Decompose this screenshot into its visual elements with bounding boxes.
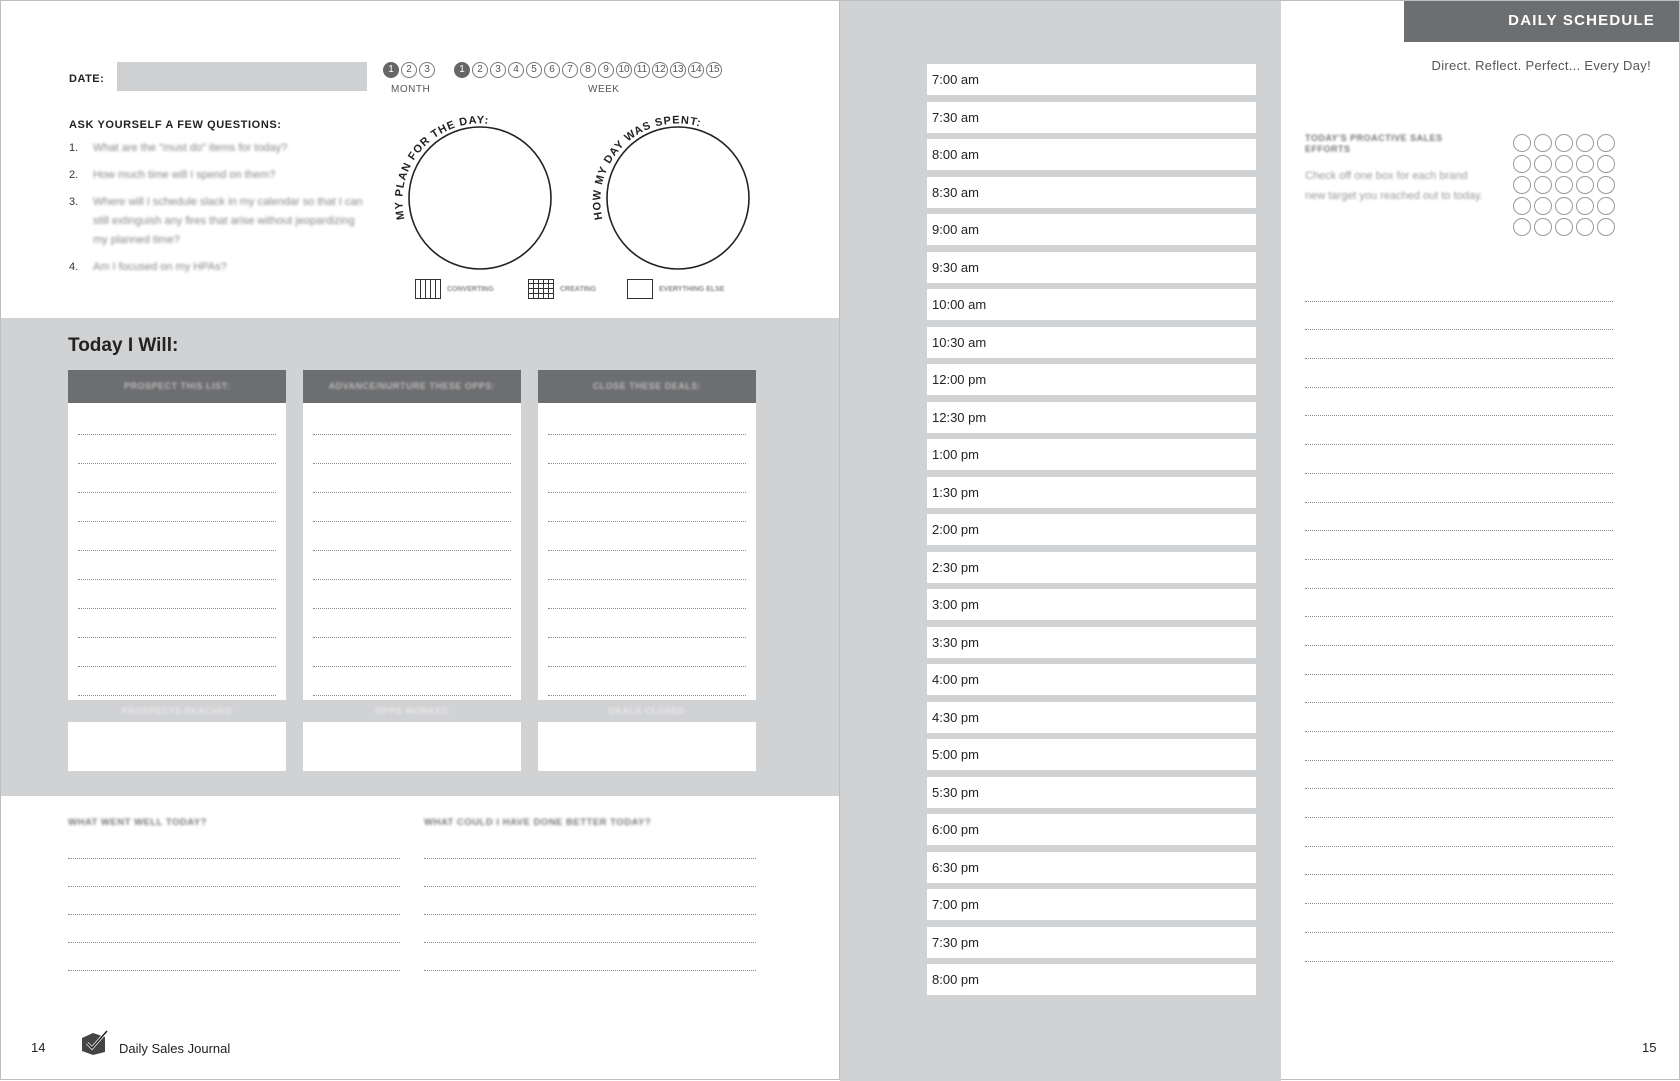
nurture-column	[303, 370, 521, 771]
questions-list	[69, 139, 369, 285]
month-selector	[383, 62, 435, 78]
nurture-lines[interactable]	[303, 403, 521, 700]
time-slot[interactable]: 12:00 pm	[927, 364, 1256, 395]
writing-line[interactable]	[1305, 330, 1613, 359]
writing-line[interactable]	[313, 638, 511, 667]
writing-line[interactable]	[424, 943, 756, 971]
writing-line[interactable]	[548, 522, 746, 551]
writing-line[interactable]	[424, 887, 756, 915]
writing-line[interactable]	[1305, 761, 1613, 790]
effort-checkbox[interactable]	[1576, 134, 1594, 152]
writing-line[interactable]	[68, 859, 400, 887]
time-slot[interactable]: 3:00 pm	[927, 589, 1256, 620]
writing-line[interactable]	[424, 915, 756, 943]
writing-line[interactable]	[548, 493, 746, 522]
question-item: 3. Where will I schedule slack in my calendar so that I can still extinguish any fires that arise without jeopardizing my planned time?	[69, 196, 363, 246]
close-lines[interactable]	[538, 403, 756, 700]
week-circle-1[interactable]: 1	[454, 62, 470, 78]
time-slot[interactable]: 9:30 am	[927, 252, 1256, 283]
writing-line[interactable]	[548, 406, 746, 435]
effort-checkbox[interactable]	[1597, 197, 1615, 215]
writing-line[interactable]	[424, 831, 756, 859]
went-well-lines[interactable]	[68, 831, 400, 971]
time-slot[interactable]: 6:00 pm	[927, 814, 1256, 845]
writing-line[interactable]	[78, 667, 276, 696]
writing-line[interactable]	[1305, 617, 1613, 646]
right-page	[840, 0, 1680, 1080]
question-item: 4. Am I focused on my HPAs?	[69, 261, 227, 273]
effort-checkbox[interactable]	[1576, 197, 1594, 215]
prospect-column	[68, 370, 286, 771]
prospect-lines[interactable]	[68, 403, 286, 700]
time-slot[interactable]: 4:00 pm	[927, 664, 1256, 695]
effort-checkbox[interactable]	[1534, 155, 1552, 173]
time-slot[interactable]: 7:30 pm	[927, 927, 1256, 958]
plan-pie-chart	[393, 109, 568, 279]
column-header: PROSPECT THIS LIST:	[68, 370, 286, 403]
time-slot[interactable]: 7:00 pm	[927, 889, 1256, 920]
time-slot[interactable]: 5:00 pm	[927, 739, 1256, 770]
week-selector	[454, 62, 722, 78]
week-circle-2[interactable]: 2	[472, 62, 488, 78]
time-slot[interactable]: 1:30 pm	[927, 477, 1256, 508]
writing-line[interactable]	[1305, 531, 1613, 560]
week-circle-12[interactable]: 12	[652, 62, 668, 78]
writing-line[interactable]	[548, 464, 746, 493]
writing-line[interactable]	[1305, 302, 1613, 331]
writing-line[interactable]	[1305, 388, 1613, 417]
time-slot[interactable]: 2:30 pm	[927, 552, 1256, 583]
writing-line[interactable]	[1305, 646, 1613, 675]
writing-line[interactable]	[1305, 503, 1613, 532]
plan-circle	[409, 127, 551, 269]
week-circle-7[interactable]: 7	[562, 62, 578, 78]
month-circle-2[interactable]: 2	[401, 62, 417, 78]
brand-name: Daily Sales Journal	[119, 1041, 231, 1056]
legend-everything-else: EVERYTHING ELSE	[627, 279, 724, 299]
month-caption: MONTH	[391, 84, 431, 95]
writing-line[interactable]	[1305, 273, 1613, 302]
writing-line[interactable]	[78, 609, 276, 638]
writing-line[interactable]	[548, 667, 746, 696]
week-circle-10[interactable]: 10	[616, 62, 632, 78]
column-footer-label: DEALS CLOSED	[608, 706, 686, 716]
column-header: ADVANCE/NURTURE THESE OPPS:	[303, 370, 521, 403]
today-title: Today I Will:	[68, 335, 179, 356]
time-slot[interactable]: 6:30 pm	[927, 852, 1256, 883]
writing-line[interactable]	[1305, 560, 1613, 589]
month-circle-3[interactable]: 3	[419, 62, 435, 78]
week-circle-9[interactable]: 9	[598, 62, 614, 78]
effort-checkbox-grid	[1513, 134, 1615, 236]
effort-checkbox[interactable]	[1513, 155, 1531, 173]
footer-brand	[79, 1028, 230, 1056]
journal-check-icon	[79, 1028, 109, 1056]
writing-line[interactable]	[313, 551, 511, 580]
week-circle-11[interactable]: 11	[634, 62, 650, 78]
writing-line[interactable]	[68, 915, 400, 943]
effort-checkbox[interactable]	[1576, 155, 1594, 173]
time-slot[interactable]: 8:00 am	[927, 139, 1256, 170]
grid-icon	[528, 279, 554, 299]
time-slot[interactable]: 1:00 pm	[927, 439, 1256, 470]
writing-line[interactable]	[1305, 732, 1613, 761]
writing-line[interactable]	[548, 609, 746, 638]
daily-schedule-banner: DAILY SCHEDULE	[1404, 1, 1679, 42]
writing-line[interactable]	[1305, 847, 1613, 876]
legend-converting: CONVERTING	[415, 279, 494, 299]
effort-checkbox[interactable]	[1534, 176, 1552, 194]
column-footer-label: PROSPECTS REACHED	[121, 706, 233, 716]
effort-checkbox[interactable]	[1555, 155, 1573, 173]
questions-title: ASK YOURSELF A FEW QUESTIONS:	[69, 119, 282, 131]
writing-line[interactable]	[313, 667, 511, 696]
effort-checkbox[interactable]	[1534, 218, 1552, 236]
time-slot[interactable]: 12:30 pm	[927, 402, 1256, 433]
writing-line[interactable]	[1305, 416, 1613, 445]
time-slot[interactable]: 5:30 pm	[927, 777, 1256, 808]
do-better-title: WHAT COULD I HAVE DONE BETTER TODAY?	[424, 817, 652, 828]
writing-line[interactable]	[1305, 675, 1613, 704]
writing-line[interactable]	[548, 551, 746, 580]
writing-line[interactable]	[424, 859, 756, 887]
writing-line[interactable]	[1305, 589, 1613, 618]
month-circle-1[interactable]: 1	[383, 62, 399, 78]
efforts-description: Check off one box for each brand new target you reached out to today.	[1305, 170, 1483, 202]
writing-line[interactable]	[313, 435, 511, 464]
spent-pie-chart	[591, 109, 766, 279]
writing-line[interactable]	[313, 580, 511, 609]
time-slot[interactable]: 2:00 pm	[927, 514, 1256, 545]
plan-label: MY PLAN FOR THE DAY:	[393, 114, 490, 221]
opps-worked-box[interactable]	[303, 722, 521, 771]
page-number-right: 15	[1642, 1040, 1657, 1055]
time-slot[interactable]: 8:00 pm	[927, 964, 1256, 995]
effort-checkbox[interactable]	[1576, 218, 1594, 236]
spent-label: HOW MY DAY WAS SPENT:	[591, 114, 703, 221]
week-circle-4[interactable]: 4	[508, 62, 524, 78]
column-footer-label: OPPS WORKED	[374, 706, 449, 716]
writing-line[interactable]	[68, 943, 400, 971]
writing-line[interactable]	[548, 435, 746, 464]
question-item: 2. How much time will I spend on them?	[69, 169, 276, 181]
writing-line[interactable]	[548, 580, 746, 609]
writing-line[interactable]	[313, 522, 511, 551]
effort-checkbox[interactable]	[1513, 197, 1531, 215]
week-circle-5[interactable]: 5	[526, 62, 542, 78]
writing-line[interactable]	[68, 887, 400, 915]
effort-checkbox[interactable]	[1555, 197, 1573, 215]
effort-checkbox[interactable]	[1597, 218, 1615, 236]
effort-checkbox[interactable]	[1513, 218, 1531, 236]
close-column	[538, 370, 756, 771]
writing-line[interactable]	[1305, 904, 1613, 933]
writing-line[interactable]	[1305, 474, 1613, 503]
date-label: DATE:	[69, 73, 105, 85]
date-field[interactable]	[117, 62, 367, 91]
time-slot[interactable]: 7:30 am	[927, 102, 1256, 133]
column-header: CLOSE THESE DEALS:	[538, 370, 756, 403]
writing-line[interactable]	[78, 406, 276, 435]
time-slot[interactable]: 4:30 pm	[927, 702, 1256, 733]
writing-line[interactable]	[313, 609, 511, 638]
effort-checkbox[interactable]	[1534, 197, 1552, 215]
time-slot[interactable]: 3:30 pm	[927, 627, 1256, 658]
writing-line[interactable]	[313, 406, 511, 435]
week-caption: WEEK	[588, 84, 620, 95]
writing-line[interactable]	[313, 464, 511, 493]
week-circle-3[interactable]: 3	[490, 62, 506, 78]
effort-checkbox[interactable]	[1513, 134, 1531, 152]
effort-checkbox[interactable]	[1597, 155, 1615, 173]
left-page	[0, 0, 840, 1080]
writing-line[interactable]	[1305, 789, 1613, 818]
efforts-title: TODAY'S PROACTIVE SALES EFFORTS	[1305, 133, 1443, 154]
week-circle-13[interactable]: 13	[670, 62, 686, 78]
prospects-reached-box[interactable]	[68, 722, 286, 771]
question-item: 1. What are the "must do" items for today?	[69, 142, 288, 154]
writing-line[interactable]	[78, 522, 276, 551]
went-well-title: WHAT WENT WELL TODAY?	[68, 817, 207, 828]
time-slot[interactable]: 9:00 am	[927, 214, 1256, 245]
tagline: Direct. Reflect. Perfect... Every Day!	[1431, 58, 1651, 73]
week-circle-14[interactable]: 14	[688, 62, 704, 78]
effort-checkbox[interactable]	[1534, 134, 1552, 152]
week-circle-15[interactable]: 15	[706, 62, 722, 78]
time-slot[interactable]: 10:30 am	[927, 327, 1256, 358]
spent-pie[interactable]	[591, 109, 766, 279]
effort-checkbox[interactable]	[1576, 176, 1594, 194]
writing-line[interactable]	[78, 638, 276, 667]
writing-line[interactable]	[78, 551, 276, 580]
effort-checkbox[interactable]	[1555, 218, 1573, 236]
writing-line[interactable]	[1305, 818, 1613, 847]
writing-line[interactable]	[78, 464, 276, 493]
week-circle-6[interactable]: 6	[544, 62, 560, 78]
writing-line[interactable]	[548, 638, 746, 667]
notes-lines[interactable]	[1305, 273, 1613, 962]
effort-checkbox[interactable]	[1597, 134, 1615, 152]
effort-checkbox[interactable]	[1597, 176, 1615, 194]
deals-closed-box[interactable]	[538, 722, 756, 771]
writing-line[interactable]	[78, 580, 276, 609]
writing-line[interactable]	[1305, 933, 1613, 962]
writing-line[interactable]	[1305, 703, 1613, 732]
effort-checkbox[interactable]	[1555, 134, 1573, 152]
legend-creating: CREATING	[528, 279, 596, 299]
plan-pie[interactable]	[393, 109, 568, 279]
writing-line[interactable]	[313, 493, 511, 522]
do-better-lines[interactable]	[424, 831, 756, 971]
vertical-lines-icon	[415, 279, 441, 299]
week-circle-8[interactable]: 8	[580, 62, 596, 78]
writing-line[interactable]	[1305, 875, 1613, 904]
empty-box-icon	[627, 279, 653, 299]
effort-checkbox[interactable]	[1513, 176, 1531, 194]
writing-line[interactable]	[1305, 445, 1613, 474]
writing-line[interactable]	[78, 435, 276, 464]
page-number-left: 14	[31, 1040, 46, 1055]
writing-line[interactable]	[78, 493, 276, 522]
spent-circle	[607, 127, 749, 269]
time-slot[interactable]: 10:00 am	[927, 289, 1256, 320]
time-slot[interactable]: 8:30 am	[927, 177, 1256, 208]
time-slot[interactable]: 7:00 am	[927, 64, 1256, 95]
writing-line[interactable]	[68, 831, 400, 859]
writing-line[interactable]	[1305, 359, 1613, 388]
effort-checkbox[interactable]	[1555, 176, 1573, 194]
